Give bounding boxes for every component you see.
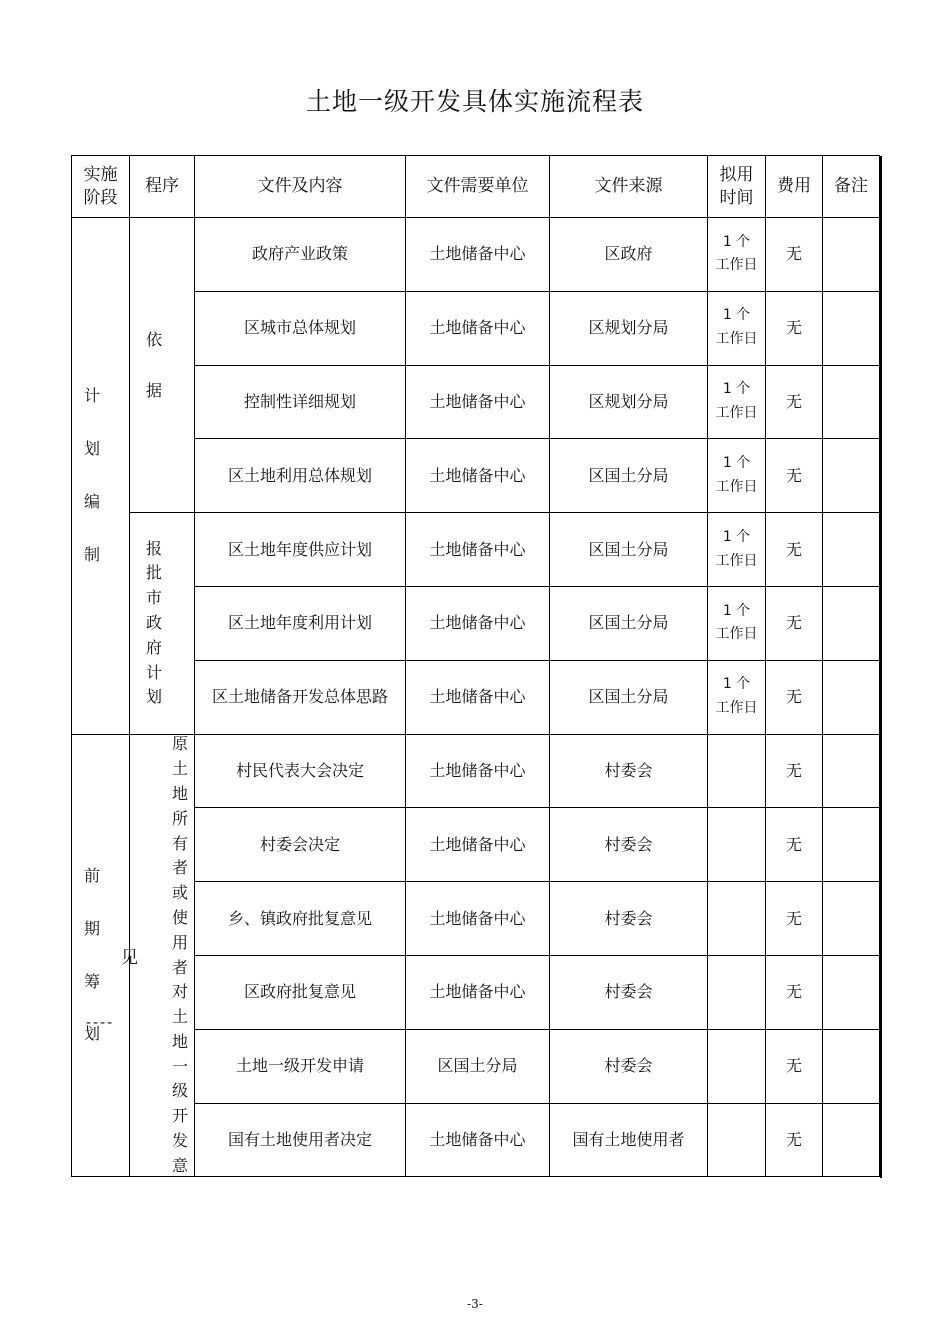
procedure-label: 原 土 地 所 有 者 或 使 用 者 对 土 地 一 级 开 发 意: [171, 734, 188, 1175]
cell-source-text: 区规划分局: [588, 318, 669, 338]
table-right-border: [880, 156, 882, 1178]
table-cell-unit: [405, 365, 550, 440]
cell-fee-text: 无: [785, 908, 802, 928]
table-cell-content: [194, 734, 406, 809]
table-cell-source: [549, 660, 708, 735]
header-unit-text: 文件需要单位: [426, 176, 529, 197]
table-cell-unit: [405, 881, 550, 956]
cell-unit-text: 土地储备中心: [429, 539, 526, 559]
table-cell-content: [194, 586, 406, 661]
table-cell-time: [707, 438, 766, 513]
cell-unit-text: 土地储备中心: [429, 982, 526, 1002]
table-cell-source: [549, 438, 708, 513]
table-cell-note: [822, 586, 880, 661]
table-cell-time: [707, 365, 766, 440]
procedure-cell-2: [129, 734, 195, 1178]
table-cell-source: [549, 1103, 708, 1178]
stage-label: 前 期 筹 划: [84, 866, 101, 1044]
header-stage-text: 实施 阶段: [83, 164, 118, 208]
cell-source-text: 国有土地使用者: [572, 1129, 685, 1149]
table-cell-unit: [405, 660, 550, 735]
table-cell-unit: [405, 734, 550, 809]
cell-source-text: 区国土分局: [588, 465, 669, 485]
cell-content-text: 区土地年度供应计划: [227, 539, 372, 559]
cell-unit-text: 土地储备中心: [429, 760, 526, 780]
table-cell-time: [707, 807, 766, 882]
cell-time-text: 1 个 工作日: [715, 676, 758, 717]
table-cell-source: [549, 807, 708, 882]
table-cell-source: [549, 291, 708, 366]
cell-source-text: 区政府: [604, 244, 653, 264]
header-procedure: [129, 155, 195, 218]
table-cell-fee: [765, 512, 823, 587]
table-cell-fee: [765, 807, 823, 882]
table-cell-note: [822, 365, 880, 440]
header-source-text: 文件来源: [594, 176, 663, 197]
header-content: [194, 155, 406, 218]
cell-time-text: 1 个 工作日: [715, 233, 758, 274]
cell-source-text: 区国土分局: [588, 687, 669, 707]
table-cell-unit: [405, 438, 550, 513]
table-cell-time: [707, 291, 766, 366]
table-cell-time: [707, 955, 766, 1030]
table-cell-fee: [765, 881, 823, 956]
procedure-label: 依 据: [146, 329, 163, 400]
cell-source-text: 村委会: [604, 1056, 653, 1076]
header-content-text: 文件及内容: [257, 176, 343, 197]
stage-cell-0: [71, 217, 130, 735]
table-cell-time: [707, 1103, 766, 1178]
table-cell-content: [194, 1103, 406, 1178]
cell-unit-text: 区国土分局: [437, 1056, 518, 1076]
table-cell-unit: [405, 1103, 550, 1178]
table-cell-source: [549, 734, 708, 809]
table-cell-content: [194, 291, 406, 366]
cell-content-text: 土地一级开发申请: [235, 1056, 364, 1076]
table-cell-source: [549, 365, 708, 440]
stage-label: 计 划 编 制: [84, 386, 101, 564]
cell-content-text: 区城市总体规划: [243, 318, 356, 338]
table-cell-unit: [405, 586, 550, 661]
table-cell-unit: [405, 291, 550, 366]
cell-content-text: 政府产业政策: [251, 244, 348, 264]
cell-fee-text: 无: [785, 244, 802, 264]
table-cell-unit: [405, 512, 550, 587]
table-cell-note: [822, 291, 880, 366]
cell-source-text: 村委会: [604, 908, 653, 928]
cell-content-text: 区政府批复意见: [243, 982, 356, 1002]
cell-time-text: 1 个 工作日: [715, 381, 758, 421]
header-time: [707, 155, 766, 218]
cell-fee-text: 无: [785, 1129, 802, 1149]
header-procedure-text: 程序: [145, 176, 179, 197]
process-table: [72, 156, 880, 1178]
cell-unit-text: 土地储备中心: [429, 834, 526, 854]
header-fee-text: 费用: [777, 176, 811, 197]
table-cell-note: [822, 1103, 880, 1178]
cell-fee-text: 无: [785, 760, 802, 780]
cell-fee-text: 无: [785, 982, 802, 1002]
procedure-overflow-char: 见: [121, 947, 138, 968]
procedure-cell-1: [129, 512, 195, 734]
table-cell-source: [549, 1029, 708, 1104]
table-cell-time: [707, 586, 766, 661]
table-cell-fee: [765, 365, 823, 440]
table-cell-content: [194, 807, 406, 882]
table-cell-time: [707, 881, 766, 956]
table-cell-note: [822, 660, 880, 735]
table-cell-note: [822, 1029, 880, 1104]
cell-content-text: 控制性详细规划: [243, 391, 356, 411]
cell-time-text: 1 个 工作日: [715, 454, 758, 495]
cell-unit-text: 土地储备中心: [429, 391, 526, 411]
cell-fee-text: 无: [785, 613, 802, 633]
table-cell-source: [549, 881, 708, 956]
table-cell-content: [194, 217, 406, 292]
cell-unit-text: 土地储备中心: [429, 1129, 526, 1149]
cell-unit-text: 土地储备中心: [429, 908, 526, 928]
cell-fee-text: 无: [785, 687, 802, 707]
cell-unit-text: 土地储备中心: [429, 613, 526, 633]
table-cell-content: [194, 438, 406, 513]
cell-content-text: 乡、镇政府批复意见: [227, 908, 372, 928]
cell-content-text: 国有土地使用者决定: [227, 1129, 372, 1149]
table-cell-unit: [405, 955, 550, 1030]
table-cell-content: [194, 660, 406, 735]
table-cell-unit: [405, 1029, 550, 1104]
cell-unit-text: 土地储备中心: [429, 318, 526, 338]
table-cell-note: [822, 512, 880, 587]
page-number: -3-: [467, 1297, 483, 1311]
header-note: [822, 155, 880, 218]
cell-fee-text: 无: [785, 391, 802, 411]
table-cell-content: [194, 955, 406, 1030]
table-cell-note: [822, 438, 880, 513]
table-cell-source: [549, 955, 708, 1030]
table-cell-unit: [405, 217, 550, 292]
table-cell-fee: [765, 291, 823, 366]
cell-source-text: 区国土分局: [588, 539, 669, 559]
table-cell-fee: [765, 660, 823, 735]
cell-content-text: 村民代表大会决定: [235, 760, 364, 780]
procedure-label: 报 批 市 政 府 计 划: [146, 538, 163, 707]
table-cell-note: [822, 734, 880, 809]
cell-time-text: 1 个 工作日: [715, 528, 758, 569]
cell-content-text: 区土地年度利用计划: [227, 613, 372, 633]
table-cell-source: [549, 217, 708, 292]
cell-source-text: 区规划分局: [588, 391, 669, 411]
table-cell-time: [707, 512, 766, 587]
table-cell-time: [707, 734, 766, 809]
table-cell-fee: [765, 438, 823, 513]
cell-content-text: 村委会决定: [259, 834, 340, 854]
cell-content-text: 区土地储备开发总体思路: [211, 687, 388, 707]
cell-source-text: 村委会: [604, 982, 653, 1002]
header-unit: [405, 155, 550, 218]
table-cell-time: [707, 660, 766, 735]
table-cell-fee: [765, 955, 823, 1030]
cell-time-text: 1 个 工作日: [715, 602, 758, 643]
procedure-cell-0: [129, 217, 195, 513]
cell-content-text: 区土地利用总体规划: [227, 465, 372, 485]
cell-fee-text: 无: [785, 1056, 802, 1076]
table-cell-unit: [405, 807, 550, 882]
cell-fee-text: 无: [785, 465, 802, 485]
table-cell-content: [194, 1029, 406, 1104]
header-fee: [765, 155, 823, 218]
table-cell-note: [822, 217, 880, 292]
cell-source-text: 村委会: [604, 760, 653, 780]
cell-unit-text: 土地储备中心: [429, 244, 526, 264]
table-cell-note: [822, 807, 880, 882]
table-cell-source: [549, 586, 708, 661]
table-cell-fee: [765, 734, 823, 809]
cell-source-text: 区国土分局: [588, 613, 669, 633]
table-cell-content: [194, 512, 406, 587]
table-cell-content: [194, 881, 406, 956]
page-title: 土地一级开发具体实施流程表: [305, 87, 644, 116]
cell-fee-text: 无: [785, 539, 802, 559]
table-cell-content: [194, 365, 406, 440]
table-cell-fee: [765, 1029, 823, 1104]
cell-fee-text: 无: [785, 834, 802, 854]
table-cell-fee: [765, 217, 823, 292]
cell-source-text: 村委会: [604, 834, 653, 854]
cell-unit-text: 土地储备中心: [429, 687, 526, 707]
stage-trailing-dashes: ----: [86, 1014, 115, 1031]
table-cell-fee: [765, 586, 823, 661]
table-cell-note: [822, 881, 880, 956]
header-time-text: 拟用 时间: [719, 164, 754, 208]
header-stage: [71, 155, 130, 218]
table-cell-fee: [765, 1103, 823, 1178]
table-cell-source: [549, 512, 708, 587]
cell-fee-text: 无: [785, 318, 802, 338]
table-cell-note: [822, 955, 880, 1030]
header-source: [549, 155, 708, 218]
cell-unit-text: 土地储备中心: [429, 465, 526, 485]
table-cell-time: [707, 217, 766, 292]
header-note-text: 备注: [834, 176, 868, 197]
cell-time-text: 1 个 工作日: [715, 307, 758, 348]
table-cell-time: [707, 1029, 766, 1104]
